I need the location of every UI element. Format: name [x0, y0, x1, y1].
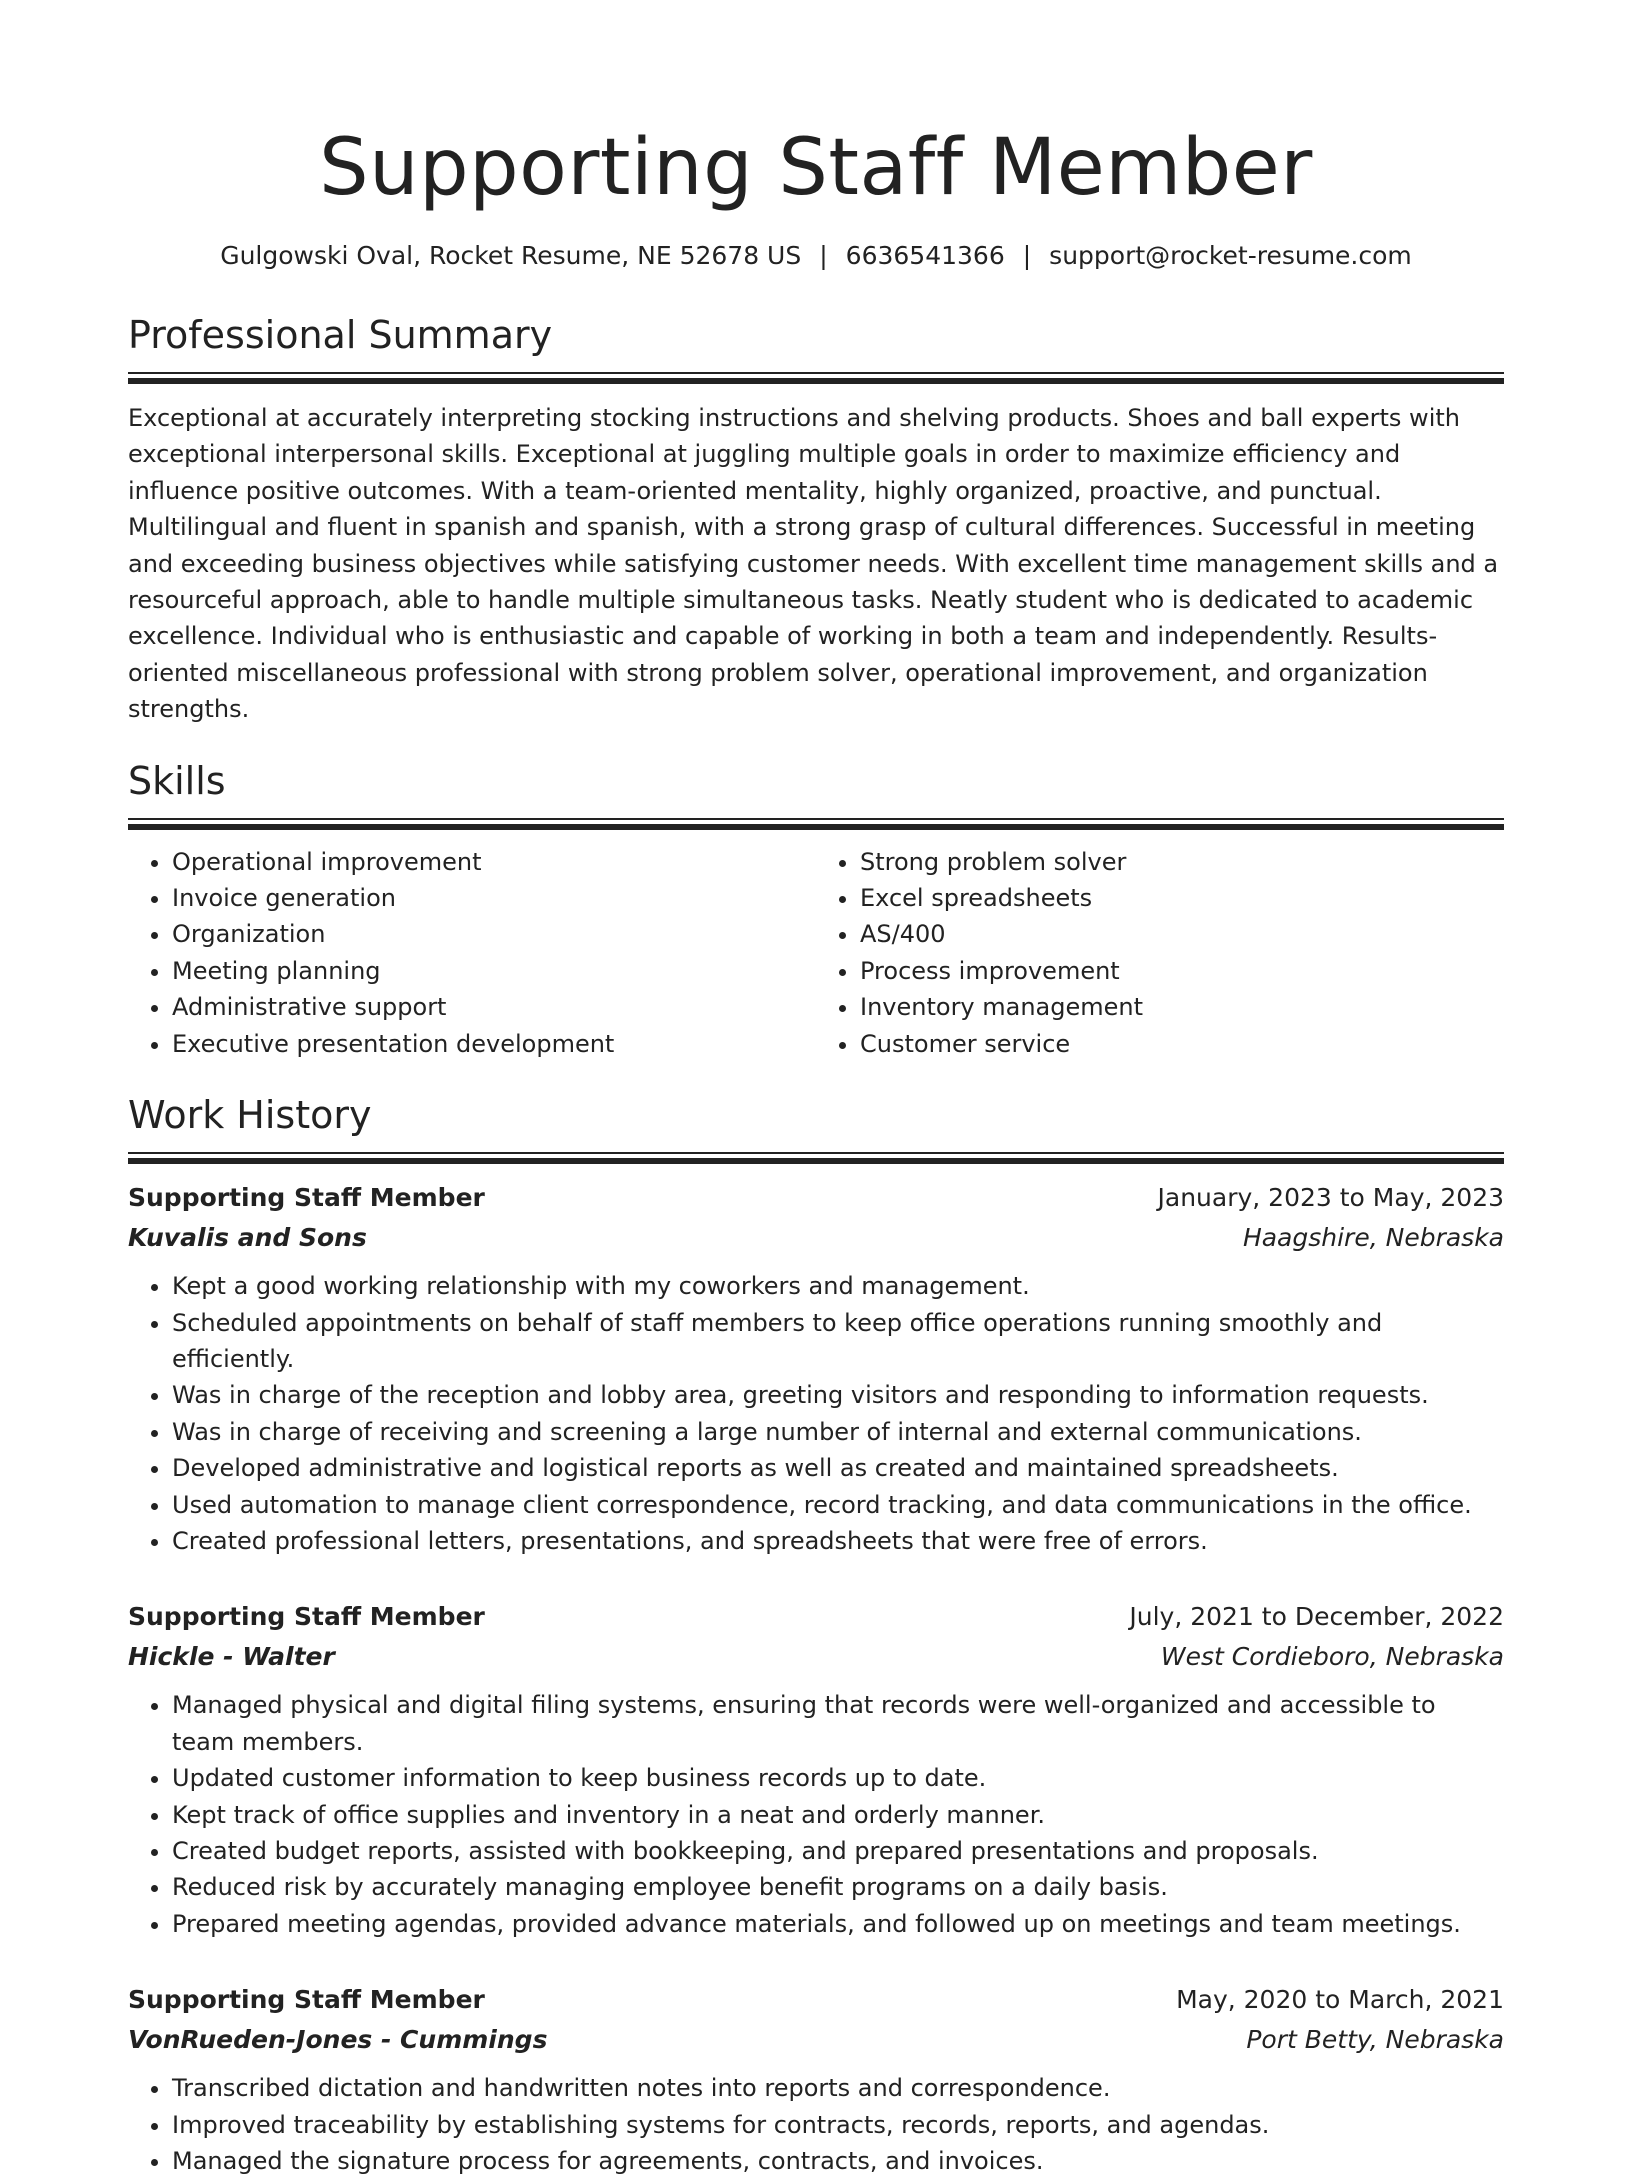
job-bullet: • Was in charge of receiving and screening a large number of internal and external communications.: [172, 1414, 1504, 1450]
job-bullet: • Kept track of office supplies and inventory in a neat and orderly manner.: [172, 1797, 1504, 1833]
skill-item: • Executive presentation development: [172, 1026, 816, 1062]
section-divider: [128, 818, 1504, 830]
job-bullet: • Updated customer information to keep business records up to date.: [172, 1760, 1504, 1796]
contact-email[interactable]: support@rocket-resume.com: [1049, 241, 1412, 270]
job-location: West Cordieboro, Nebraska: [1160, 1642, 1504, 1672]
job-title: Supporting Staff Member: [128, 1985, 485, 2015]
professional-summary-section: [128, 310, 1504, 728]
job-company-row: [128, 2020, 1504, 2060]
skills-section: [128, 756, 1504, 1062]
work-history-section: [128, 1090, 1504, 2179]
job-bullet: • Prepared meeting agendas, provided advance materials, and followed up on meetings and team meetings.: [172, 1906, 1504, 1942]
contact-separator: |: [1022, 241, 1032, 270]
job-bullet: • Created professional letters, presentations, and spreadsheets that were free of errors.: [172, 1523, 1504, 1559]
job-dates: May, 2020 to March, 2021: [1176, 1985, 1504, 2015]
skill-item: • Strong problem solver: [860, 844, 1504, 880]
section-title-skills: Skills: [128, 758, 226, 803]
section-title-summary: Professional Summary: [128, 313, 553, 357]
job-company-row: [128, 1218, 1504, 1258]
job-location: Haagshire, Nebraska: [1242, 1223, 1504, 1253]
job-dates: January, 2023 to May, 2023: [1157, 1183, 1504, 1213]
job-company: Hickle - Walter: [128, 1642, 335, 1672]
skill-item: • Operational improvement: [172, 844, 816, 880]
job-bullets: [128, 1268, 1504, 1559]
job-bullets: [128, 2070, 1504, 2179]
job-company: VonRueden-Jones - Cummings: [128, 2025, 548, 2055]
job-bullet: • Kept a good working relationship with my coworkers and management.: [172, 1268, 1504, 1304]
contact-phone: 6636541366: [845, 241, 1005, 270]
skill-item: • Inventory management: [860, 989, 1504, 1025]
job-dates: July, 2021 to December, 2022: [1129, 1602, 1504, 1632]
contact-address: Gulgowski Oval, Rocket Resume, NE 52678 US: [220, 241, 802, 270]
job-title: Supporting Staff Member: [128, 1183, 485, 1213]
skill-item: • Administrative support: [172, 989, 816, 1025]
job-bullet: • Reduced risk by accurately managing employee benefit programs on a daily basis.: [172, 1869, 1504, 1905]
skill-item: • Customer service: [860, 1026, 1504, 1062]
job-entry: [128, 1178, 1504, 1559]
job-title: Supporting Staff Member: [128, 1602, 485, 1632]
job-bullet: • Developed administrative and logistical reports as well as created and maintained spreadsheets.: [172, 1450, 1504, 1486]
job-company-row: [128, 1637, 1504, 1677]
skills-columns: [128, 844, 1504, 1062]
job-bullet: • Improved traceability by establishing systems for contracts, records, reports, and agendas.: [172, 2107, 1504, 2143]
skill-item: • Process improvement: [860, 953, 1504, 989]
job-bullet: • Created budget reports, assisted with bookkeeping, and prepared presentations and proposals.: [172, 1833, 1504, 1869]
contact-separator: |: [819, 241, 828, 270]
job-header-row: [128, 1178, 1504, 1218]
job-entry: [128, 1597, 1504, 1942]
section-divider: [128, 372, 1504, 384]
job-bullet: • Scheduled appointments on behalf of staff members to keep office operations running smoothly and efficiently.: [172, 1305, 1504, 1378]
skills-list-left: [128, 844, 816, 1062]
job-bullet: • Managed the signature process for agreements, contracts, and invoices.: [172, 2143, 1504, 2179]
summary-text: Exceptional at accurately interpreting stocking instructions and shelving products. Shoes and ball experts with exceptional interpersonal skills. Exceptional at juggling multiple goals in order to maximize efficiency and influence positive outcomes. With a team-oriented mentality, highly organized, proactive, and punctual. Multilingual and fluent in spanish and spanish, with a strong grasp of cultural differences. Successful in meeting and exceeding business objectives while satisfying customer needs. With excellent time management skills and a resourceful approach, able to handle multiple simultaneous tasks. Neatly student who is dedicated to academic excellence. Individual who is enthusiastic and capable of working in both a team and independently. Results-oriented miscellaneous professional with strong problem solver, operational improvement, and organization strengths.: [128, 404, 1499, 724]
skill-item: • Invoice generation: [172, 880, 816, 916]
job-bullet: • Was in charge of the reception and lobby area, greeting visitors and responding to information requests.: [172, 1377, 1504, 1413]
skills-list-right: [816, 844, 1504, 1062]
candidate-name: Supporting Staff Member: [319, 123, 1313, 213]
job-company: Kuvalis and Sons: [128, 1223, 367, 1253]
skill-item: • Organization: [172, 916, 816, 952]
contact-line: [128, 238, 1504, 274]
skill-item: • Meeting planning: [172, 953, 816, 989]
job-location: Port Betty, Nebraska: [1246, 2025, 1504, 2055]
job-bullet: • Managed physical and digital filing systems, ensuring that records were well-organized and accessible to team members.: [172, 1687, 1504, 1760]
job-header-row: [128, 1980, 1504, 2020]
job-bullets: [128, 1687, 1504, 1942]
section-divider: [128, 1152, 1504, 1164]
skill-item: • AS/400: [860, 916, 1504, 952]
section-title-work-history: Work History: [128, 1093, 372, 1138]
job-bullet: • Used automation to manage client correspondence, record tracking, and data communications in the office.: [172, 1487, 1504, 1523]
skill-item: • Excel spreadsheets: [860, 880, 1504, 916]
job-bullet: • Transcribed dictation and handwritten notes into reports and correspondence.: [172, 2070, 1504, 2106]
job-header-row: [128, 1597, 1504, 1637]
job-entry: [128, 1980, 1504, 2179]
